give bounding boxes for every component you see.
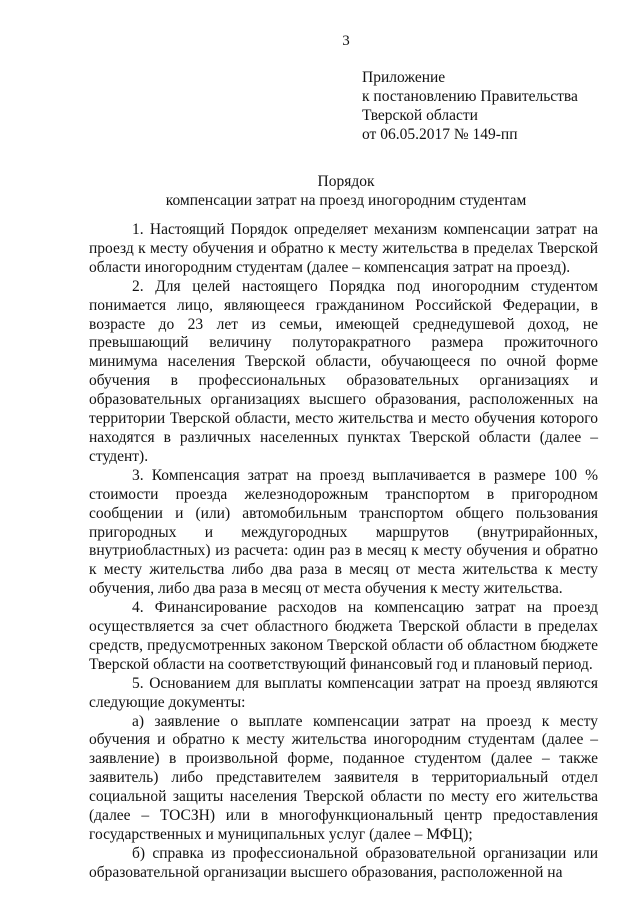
paragraph: 3. Компенсация затрат на проезд выплачивается в размере 100 % стоимости проезда железнодорожным транспортом в пригородном сообщении и (или) автомобильным транспортом общего пользования пригородных и междугородных маршрутов (внутрирайонных, внутриобластных) из расчета: один раз в месяц к месту обучения и обратно к месту жительства либо два раза в месяц от места жительства к месту обучения, либо два раза в месяц от места обучения к месту жительства. bbox=[89, 466, 598, 598]
appendix-line: от 06.05.2017 № 149-пп bbox=[362, 126, 518, 143]
page-number: 3 bbox=[342, 33, 350, 49]
paragraph: 1. Настоящий Порядок определяет механизм компенсации затрат на проезд к месту обучения и обратно к месту жительства в пределах Тверской области иногородним студентам (далее – компенсация затрат на проезд). bbox=[89, 221, 598, 276]
appendix-line: Тверской области bbox=[362, 107, 478, 124]
paragraph: 4. Финансирование расходов на компенсацию затрат на проезд осуществляется за счет областного бюджета Тверской области в пределах средств, предусмотренных законом Тверской области об областном бюджете Тверской области на соответствующий финансовый год и плановый период. bbox=[89, 599, 598, 673]
document-title bbox=[0, 172, 640, 210]
title-line: компенсации затрат на проезд иногородним студентам bbox=[165, 192, 527, 209]
paragraph: а) заявление о выплате компенсации затрат на проезд к месту обучения и обратно к месту жительства иногородним студентам (далее – заявление) в произвольной форме, поданное студентом (далее – также заявитель) либо представителем заявителя в территориальный отдел социальной защиты населения Тверской области по месту его жительства (далее – ТОСЗН) или в многофункциональный центр предоставления государственных и муниципальных услуг (далее – МФЦ); bbox=[89, 712, 598, 843]
appendix-block bbox=[362, 68, 578, 144]
title-line: Порядок bbox=[317, 173, 375, 190]
appendix-line: к постановлению Правительства bbox=[362, 88, 578, 105]
appendix-line: Приложение bbox=[362, 69, 446, 86]
paragraph: 5. Основанием для выплаты компенсации затрат на проезд являются следующие документы: bbox=[89, 674, 598, 711]
paragraph: 2. Для целей настоящего Порядка под иногородним студентом понимается лицо, являющееся гражданином Российской Федерации, в возрасте до 23 лет из семьи, имеющей среднедушевой доход, не превышающий величину полуторакратного размера прожиточного минимума населения Тверской области, обучающееся по очной форме обучения в профессиональных образовательных организациях и образовательных организациях высшего образования, расположенных на территории Тверской области, место жительства и место обучения которого находятся в различных населенных пунктах Тверской области (далее – студент). bbox=[89, 277, 598, 465]
paragraph: б) справка из профессиональной образовательной организации или образовательной организации высшего образования, расположенной на bbox=[89, 844, 598, 881]
document-body bbox=[89, 221, 598, 883]
